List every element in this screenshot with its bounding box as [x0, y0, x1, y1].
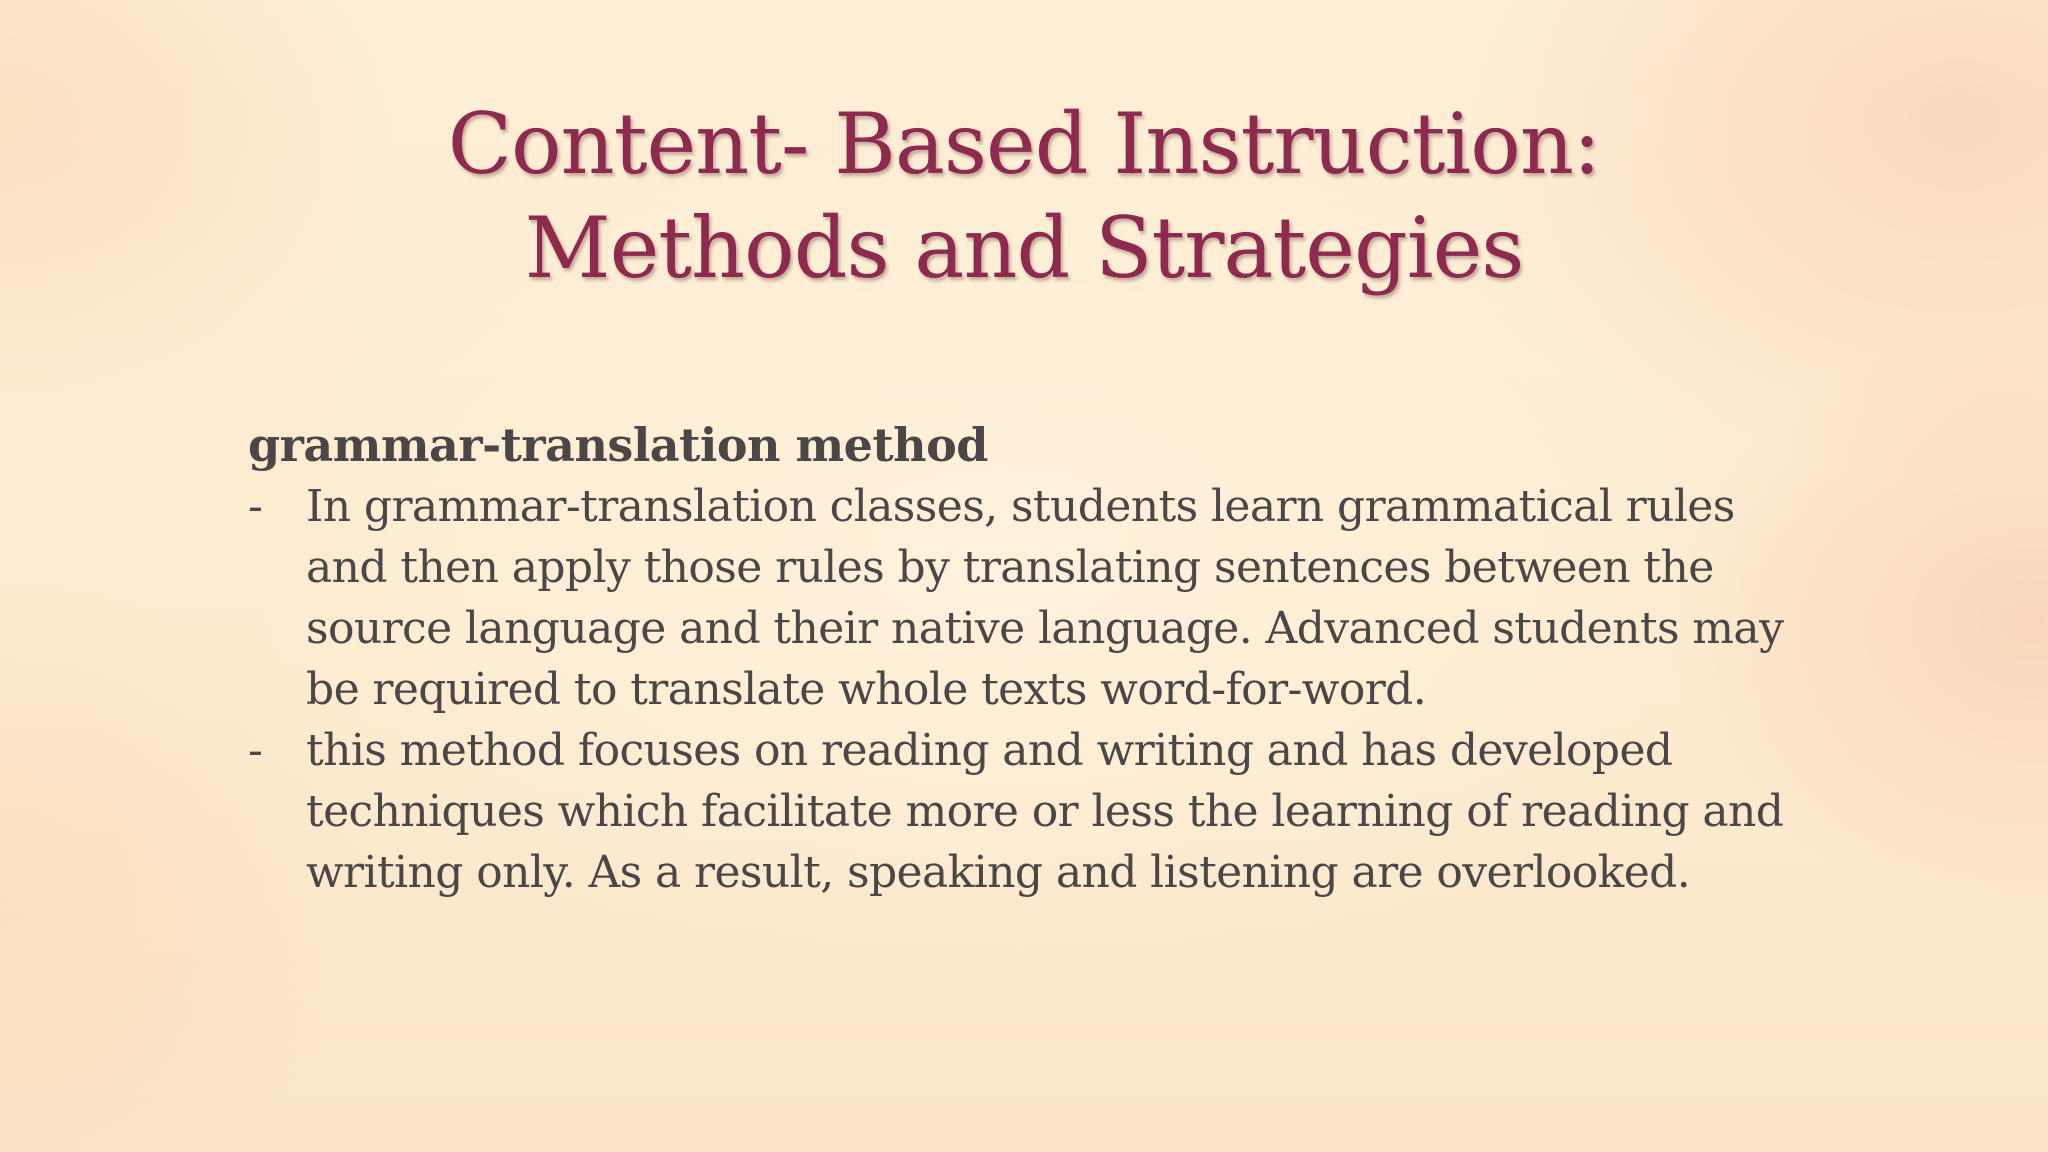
slide-title: [0, 92, 2048, 300]
slide-title-line-1: Content- Based Instruction:: [447, 95, 1601, 193]
bullet-text: In grammar-translation classes, students learn grammatical rules and then apply those rules by translating sentences between the source language and their native language. Advanced students may be required to translate whole texts word-for-word.: [306, 481, 1784, 715]
bullet-item: [248, 720, 1808, 903]
bullet-dash: -: [248, 481, 263, 532]
slide-title-line-2: Methods and Strategies: [524, 199, 1524, 297]
slide-body: [248, 414, 1808, 903]
bullet-item: [248, 476, 1808, 720]
bullet-text: this method focuses on reading and writing and has developed techniques which facilitate more or less the learning of reading and writing only. As a result, speaking and listening are overlooked.: [306, 725, 1784, 898]
bullet-dash: -: [248, 725, 263, 776]
section-heading: grammar-translation method: [248, 418, 988, 472]
bullet-list: [248, 476, 1808, 903]
